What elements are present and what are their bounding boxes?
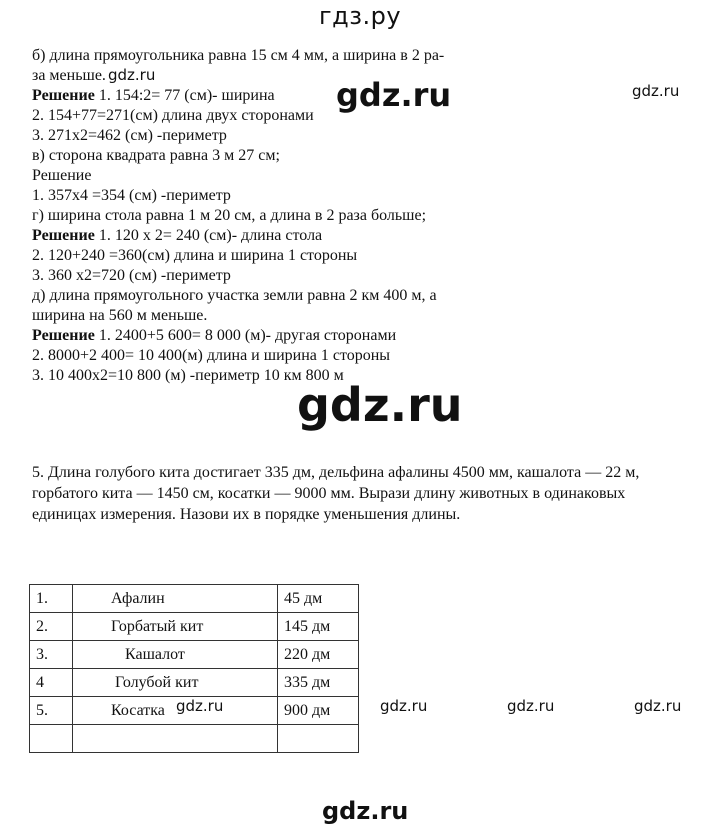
row-number: 5. (30, 697, 73, 725)
animal-length (278, 725, 359, 753)
row-number: 2. (30, 613, 73, 641)
solution-text: ширина на 560 м меньше. (32, 307, 208, 324)
solution-line (32, 246, 357, 266)
watermark-small: gdz.ru (632, 82, 680, 100)
watermark-bottom: gdz.ru (322, 797, 409, 825)
watermark-small: gdz.ru (108, 66, 156, 84)
table-row (30, 641, 359, 669)
solution-line (32, 266, 231, 286)
solution-line (32, 326, 396, 346)
solution-text: б) длина прямоугольника равна 15 см 4 мм, а ширина в 2 ра- (32, 47, 445, 64)
animal-name: Голубой кит (73, 669, 278, 697)
solution-text: 1. 154:2= 77 (см)- ширина (94, 87, 275, 104)
watermark-small: gdz.ru (507, 697, 555, 715)
animal-length: 145 дм (278, 613, 359, 641)
solution-line (32, 106, 314, 126)
animal-length: 900 дм (278, 697, 359, 725)
animal-name (73, 725, 278, 753)
animal-name: Косатка (73, 697, 278, 725)
solution-text: 1. 2400+5 600= 8 000 (м)- другая сторонами (94, 327, 397, 344)
solution-line (32, 226, 322, 246)
solution-text: 1. 120 x 2= 240 (см)- длина стола (94, 227, 323, 244)
solution-text: Решение (32, 167, 92, 184)
solution-label: Решение (32, 87, 95, 104)
task-5-text: 5. Длина голубого кита достигает 335 дм, дельфина афалины 4500 мм, кашалота — 22 м, горбатого кита — 1450 см, косатки — 9000 мм. Вырази длину животных в одинаковых единицах измерения. Назови их в порядке уменьшения длины. (32, 464, 640, 523)
table-row (30, 669, 359, 697)
watermark-small: gdz.ru (634, 697, 682, 715)
watermark-big-middle: gdz.ru (297, 378, 463, 432)
solution-line (32, 286, 437, 306)
solution-text: 2. 120+240 =360(см) длина и ширина 1 стороны (32, 247, 358, 264)
solution-line (32, 46, 444, 66)
watermark-top: гдз.ру (318, 2, 402, 30)
animal-length: 335 дм (278, 669, 359, 697)
solution-line (32, 306, 207, 326)
solution-line (32, 146, 280, 166)
watermark-big-center: gdz.ru (336, 76, 452, 114)
table-row (30, 585, 359, 613)
table-row (30, 725, 359, 753)
solution-text: д) длина прямоугольного участка земли равна 2 км 400 м, а (32, 287, 437, 304)
solution-text: г) ширина стола равна 1 м 20 см, а длина в 2 раза больше; (32, 207, 427, 224)
solution-text: в) сторона квадрата равна 3 м 27 см; (32, 147, 280, 164)
table-row (30, 613, 359, 641)
animal-length: 220 дм (278, 641, 359, 669)
solution-line (32, 86, 275, 106)
animal-length: 45 дм (278, 585, 359, 613)
solution-line (32, 346, 390, 366)
solution-line (32, 66, 106, 86)
solution-label: Решение (32, 227, 95, 244)
table-row (30, 697, 359, 725)
solution-text: 2. 154+77=271(см) длина двух сторонами (32, 107, 314, 124)
row-number: 3. (30, 641, 73, 669)
watermark-small: gdz.ru (176, 697, 224, 715)
solution-line (32, 126, 227, 146)
solution-text: 3. 10 400x2=10 800 (м) -периметр 10 км 800 м (32, 367, 344, 384)
solution-label: Решение (32, 327, 95, 344)
watermark-small: gdz.ru (380, 697, 428, 715)
solution-line (32, 366, 344, 386)
solution-text: 3. 271x2=462 (см) -периметр (32, 127, 227, 144)
solution-line (32, 186, 231, 206)
animal-name: Горбатый кит (73, 613, 278, 641)
solution-text: 3. 360 x2=720 (см) -периметр (32, 267, 231, 284)
row-number: 4 (30, 669, 73, 697)
solution-text: за меньше. (32, 67, 106, 84)
solution-text: 2. 8000+2 400= 10 400(м) длина и ширина 1 стороны (32, 347, 391, 364)
solution-line (32, 166, 91, 186)
row-number: 1. (30, 585, 73, 613)
solution-line (32, 206, 426, 226)
row-number (30, 725, 73, 753)
animals-table (29, 584, 359, 753)
animal-name: Афалин (73, 585, 278, 613)
solution-text: 1. 357x4 =354 (см) -периметр (32, 187, 231, 204)
animal-name: Кашалот (73, 641, 278, 669)
